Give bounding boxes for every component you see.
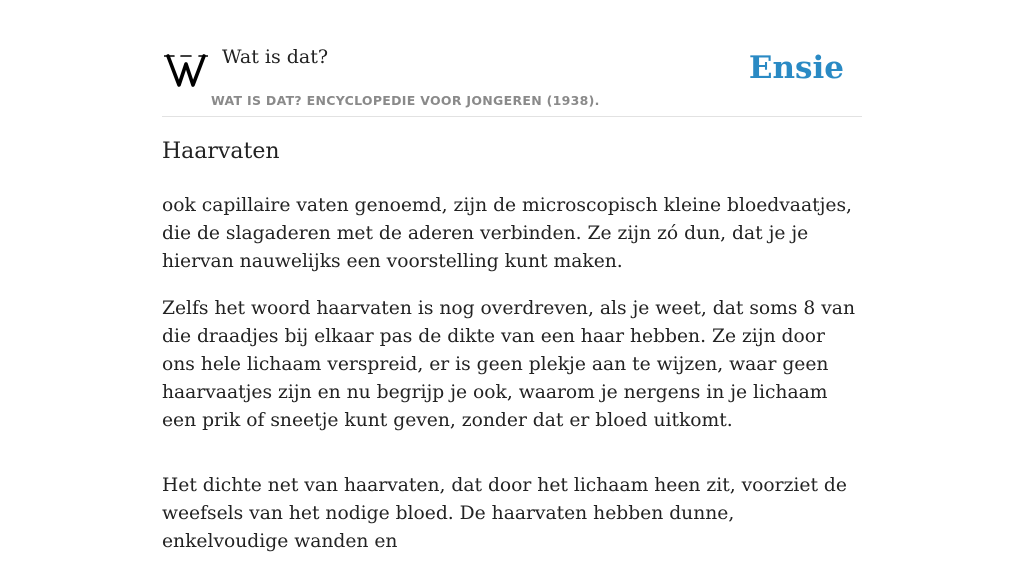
- source-subtitle: WAT IS DAT? ENCYCLOPEDIE VOOR JONGEREN (1938).: [211, 93, 600, 108]
- article-body: [162, 192, 862, 575]
- article-paragraph: Zelfs het woord haarvaten is nog overdreven, als je weet, dat soms 8 van die draadjes bij elkaar pas de dikte van een haar hebben. Ze zijn door ons hele lichaam verspreid, er is geen plekje aan te wijzen, waar geen haarvaatjes zijn en nu begrijp je ook, waarom je nergens in je lichaam een prik of sneetje kunt geven, zonder dat er bloed uitkomt.: [162, 298, 855, 431]
- brand-logo[interactable]: Ensie: [748, 50, 844, 86]
- article-paragraph: Het dichte net van haarvaten, dat door het lichaam heen zit, voorziet de weefsels van het nodige bloed. De haarvaten hebben dunne, enkelvoudige wanden en: [162, 475, 847, 552]
- entry-title: Haarvaten: [162, 139, 280, 164]
- wikipedia-w-icon[interactable]: [164, 50, 208, 90]
- header: [162, 0, 862, 117]
- source-title[interactable]: Wat is dat?: [222, 46, 329, 68]
- article-paragraph: ook capillaire vaten genoemd, zijn de microscopisch kleine bloedvaatjes, die de slagaderen met de aderen verbinden. Ze zijn zó dun, dat je je hiervan nauwelijks een voorstelling kunt maken.: [162, 195, 852, 272]
- page: [162, 0, 862, 552]
